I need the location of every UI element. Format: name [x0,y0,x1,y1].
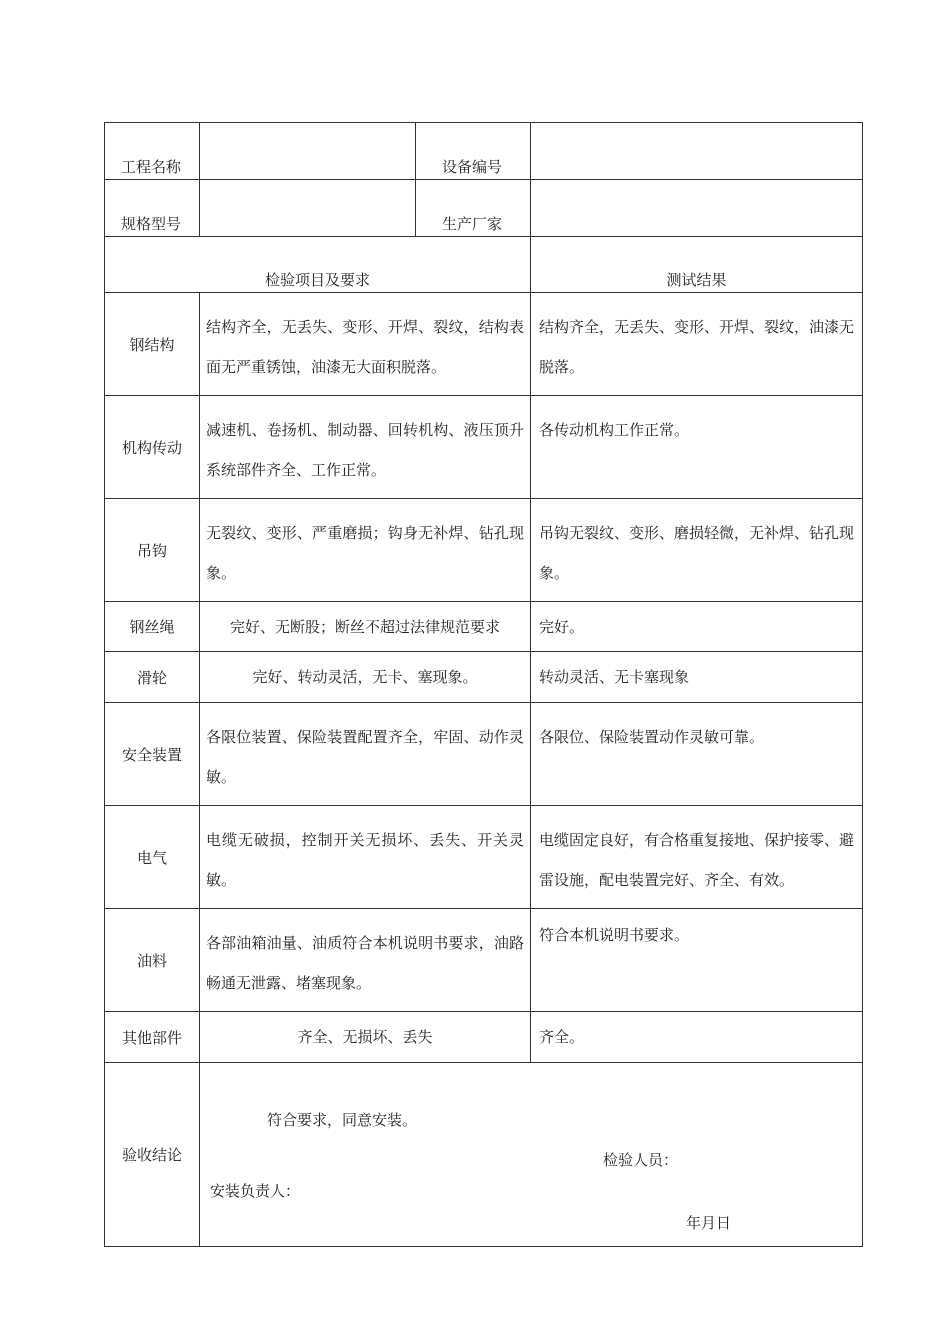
project-name-label: 工程名称 [121,158,182,176]
conclusion-text: 符合要求，同意安装。 [267,1111,418,1129]
acceptance-form-table [104,122,863,1247]
table-row [105,909,863,1012]
table-row [105,396,863,499]
item-name: 安全装置 [105,703,200,806]
item-requirement: 完好、转动灵活，无卡、塞现象。 [200,652,531,703]
date-label: 年月日 [686,1214,732,1232]
table-row [105,652,863,703]
test-results-heading-cell [531,237,863,293]
table-row [105,1012,863,1063]
table-row [105,293,863,396]
installer-label: 安装负责人： [210,1182,301,1200]
item-requirement: 无裂纹、变形、严重磨损；钩身无补焊、钻孔现象。 [200,499,531,602]
item-requirement: 结构齐全，无丢失、变形、开焊、裂纹，结构表面无严重锈蚀，油漆无大面积脱落。 [200,293,531,396]
item-result: 各传动机构工作正常。 [531,396,863,499]
item-name: 滑轮 [105,652,200,703]
item-requirement: 电缆无破损，控制开关无损坏、丢失、开关灵敏。 [200,806,531,909]
item-requirement: 完好、无断股；断丝不超过法律规范要求 [200,602,531,652]
item-result: 齐全。 [531,1012,863,1063]
spec-value-field[interactable] [200,180,416,237]
project-name-label-cell [105,123,200,180]
items-requirements-heading-cell [105,237,531,293]
project-name-value-field[interactable] [200,123,416,180]
section-header-row [105,237,863,293]
manufacturer-value-field[interactable] [531,180,863,237]
spec-label: 规格型号 [121,215,182,233]
spec-label-cell [105,180,200,237]
manufacturer-label: 生产厂家 [442,215,503,233]
item-requirement: 减速机、卷扬机、制动器、回转机构、液压顶升系统部件齐全、工作正常。 [200,396,531,499]
item-result: 转动灵活、无卡塞现象 [531,652,863,703]
header-row-project [105,123,863,180]
test-results-heading: 测试结果 [666,271,727,289]
item-result: 吊钩无裂纹、变形、磨损轻微，无补焊、钻孔现象。 [531,499,863,602]
table-row [105,703,863,806]
item-result: 电缆固定良好，有合格重复接地、保护接零、避雷设施，配电装置完好、齐全、有效。 [531,806,863,909]
item-name: 油料 [105,909,200,1012]
item-name: 钢结构 [105,293,200,396]
device-no-label-cell [416,123,531,180]
device-no-label: 设备编号 [442,158,503,176]
item-name: 电气 [105,806,200,909]
item-name: 其他部件 [105,1012,200,1063]
conclusion-cell [200,1063,863,1247]
table-row [105,499,863,602]
table-row [105,602,863,652]
item-name: 钢丝绳 [105,602,200,652]
item-result: 各限位、保险装置动作灵敏可靠。 [531,703,863,806]
table-row [105,806,863,909]
item-requirement: 各限位装置、保险装置配置齐全，牢固、动作灵敏。 [200,703,531,806]
conclusion-label: 验收结论 [105,1063,200,1247]
manufacturer-label-cell [416,180,531,237]
device-no-value-field[interactable] [531,123,863,180]
item-result: 完好。 [531,602,863,652]
item-name: 机构传动 [105,396,200,499]
item-requirement: 齐全、无损坏、丢失 [200,1012,531,1063]
conclusion-row [105,1063,863,1247]
inspector-label: 检验人员： [603,1151,679,1169]
item-name: 吊钩 [105,499,200,602]
item-requirement: 各部油箱油量、油质符合本机说明书要求，油路畅通无泄露、堵塞现象。 [200,909,531,1012]
item-result: 结构齐全，无丢失、变形、开焊、裂纹，油漆无脱落。 [531,293,863,396]
items-requirements-heading: 检验项目及要求 [264,271,370,289]
header-row-spec [105,180,863,237]
item-result: 符合本机说明书要求。 [531,909,863,1012]
